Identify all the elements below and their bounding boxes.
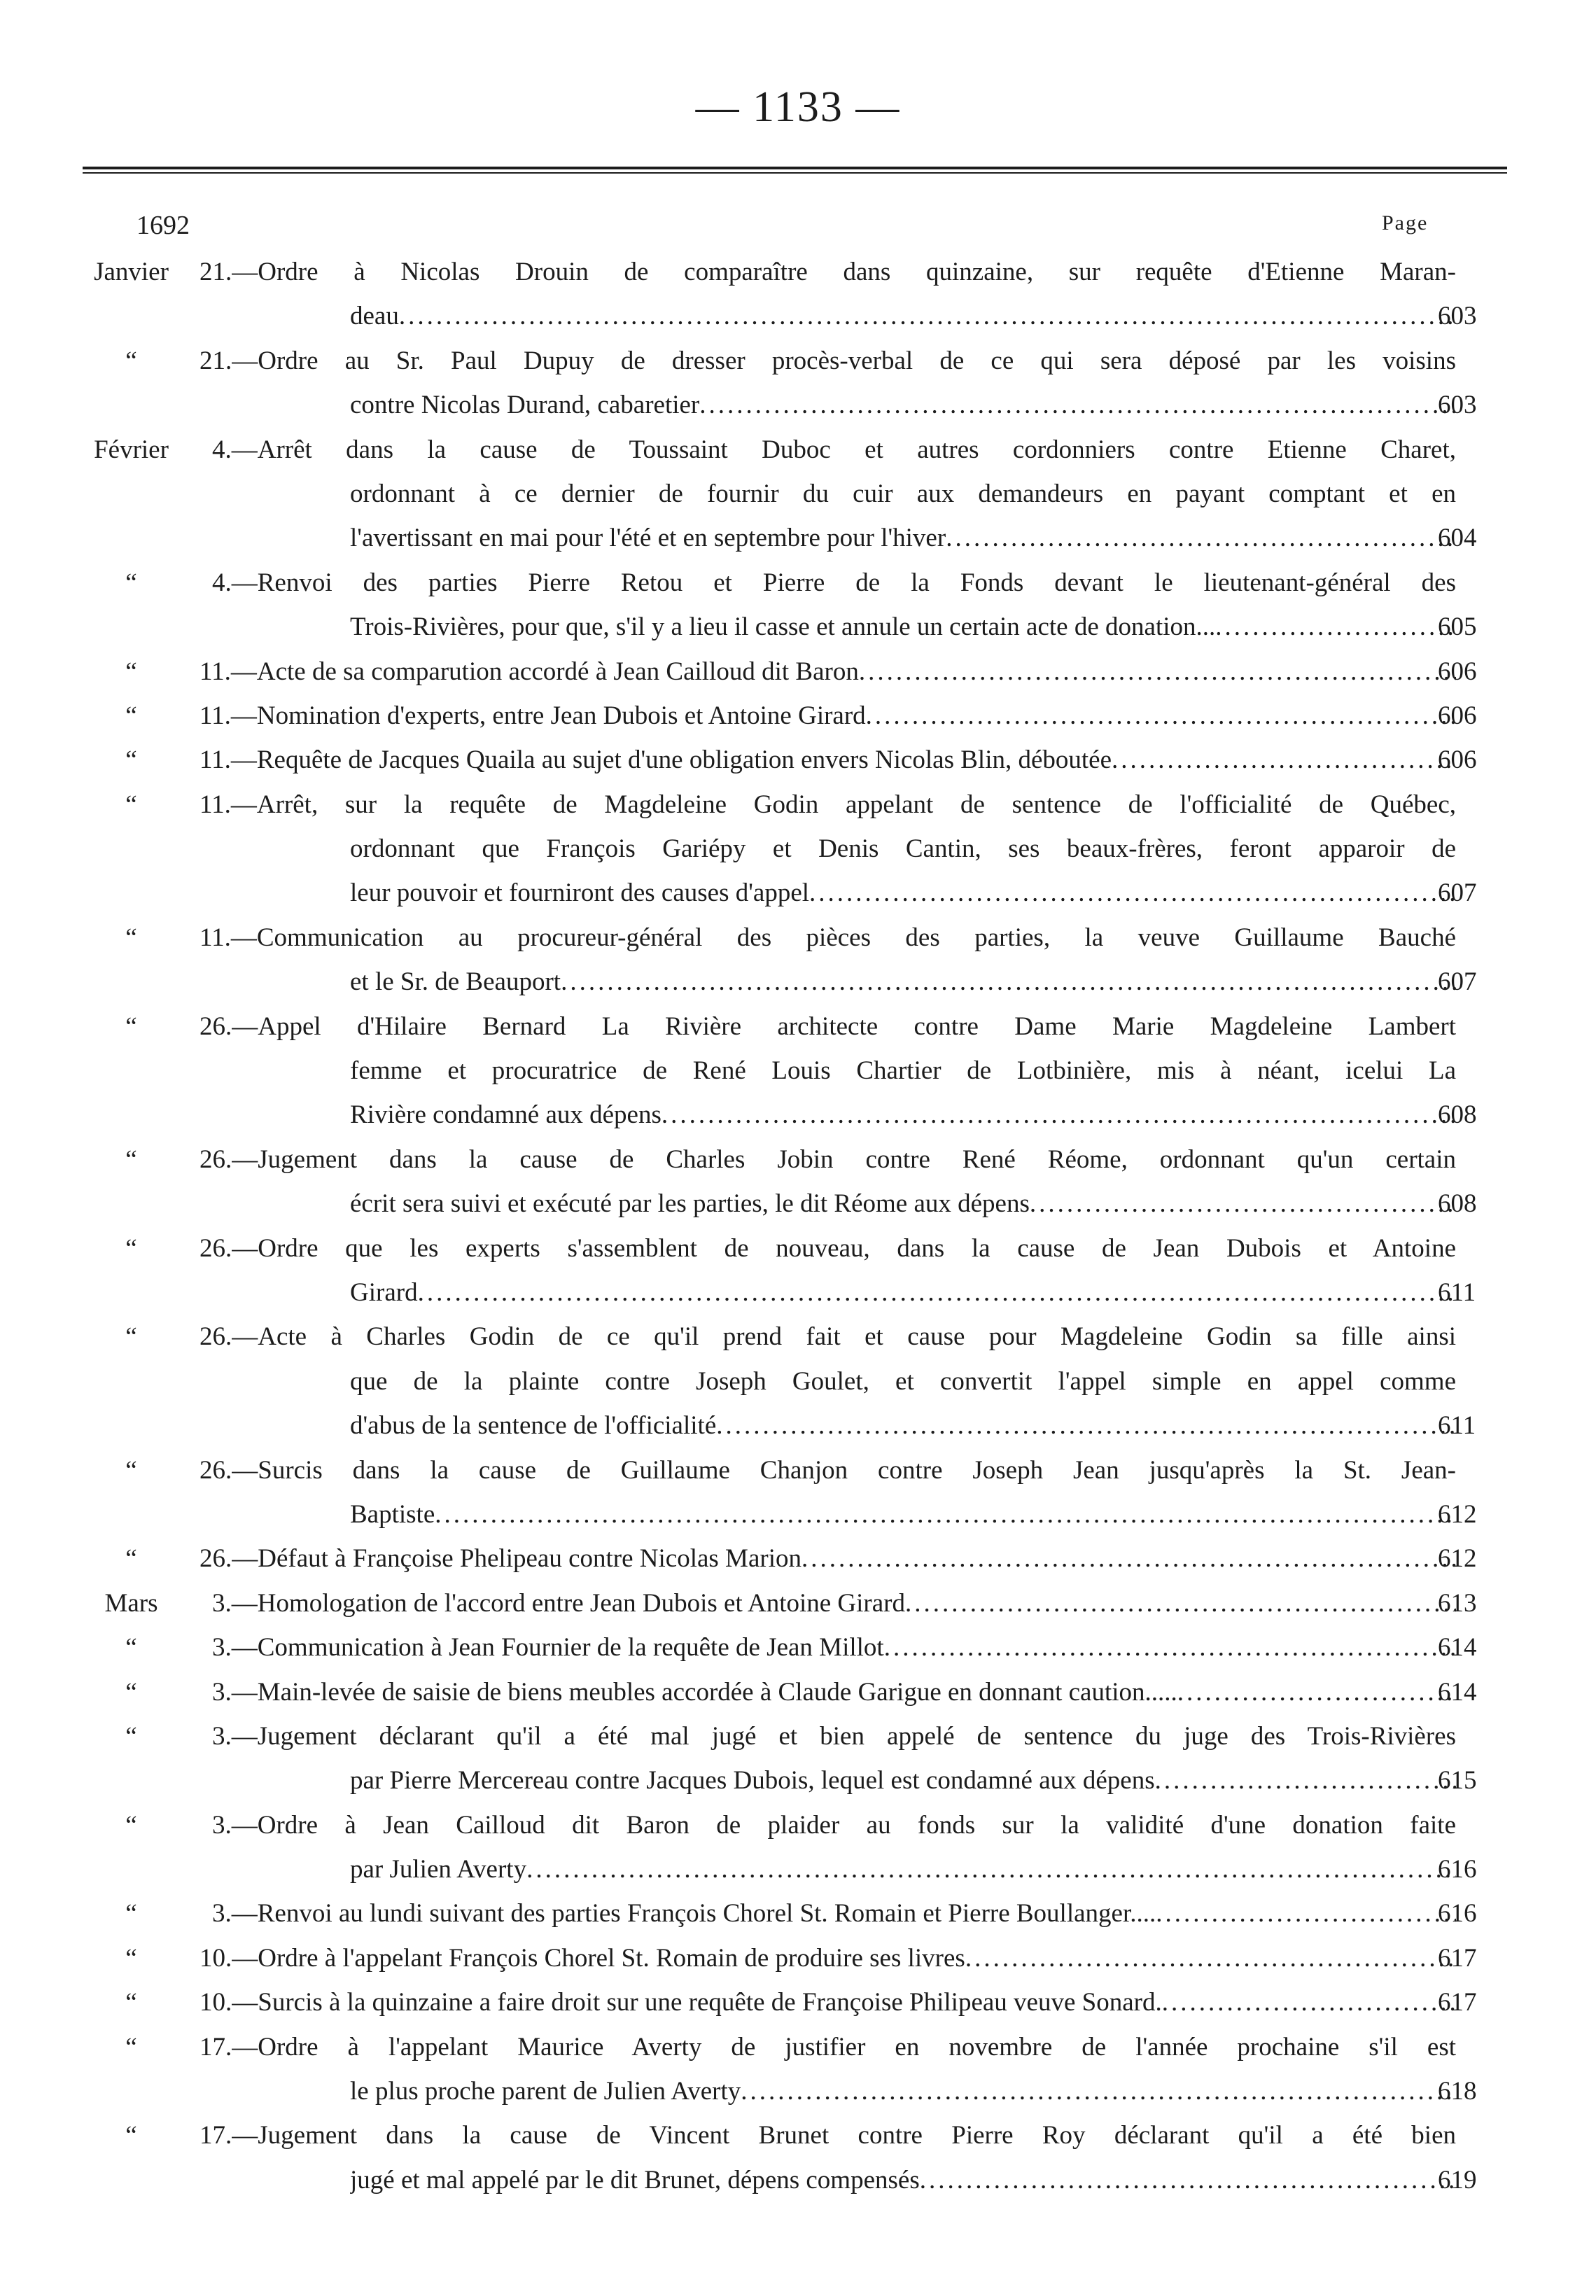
entry-month: “: [125, 1943, 137, 1973]
entry-text: 11.—Nomination d'experts, entre Jean Dubois et Antoine Girard: [200, 701, 866, 730]
page-reference: 613: [1438, 1588, 1477, 1618]
entry-text: 17.—Ordre à l'appelant Maurice Averty de justifier en novembre de l'année prochaine s'il est: [200, 2032, 1456, 2062]
index-entry: [0, 1536, 1596, 1581]
entry-month: “: [125, 746, 137, 775]
entry-month: “: [125, 1011, 137, 1041]
entry-text: 11.—Communication au procureur-général des pièces des parties, la veuve Guillaume Bauché: [200, 923, 1456, 952]
dot-leader: [809, 871, 1456, 915]
entry-month: “: [125, 1677, 137, 1707]
page-reference: 604: [1438, 524, 1477, 553]
dot-leader: [1155, 1758, 1456, 1802]
page-reference: 616: [1438, 1899, 1477, 1928]
page-reference: 608: [1438, 1189, 1477, 1219]
page-reference: 619: [1438, 2165, 1477, 2194]
entry-text: écrit sera suivi et exécuté par les parties, le dit Réome aux dépens: [350, 1189, 1030, 1219]
entry-text: par Julien Averty: [350, 1855, 527, 1884]
dot-leader: [526, 1847, 1456, 1891]
entry-text: 3.—Renvoi au lundi suivant des parties François Chorel St. Romain et Pierre Boullanger....: [212, 1899, 1156, 1928]
page-reference: 603: [1438, 391, 1477, 420]
dot-leader: [946, 516, 1456, 560]
index-entry: [0, 1891, 1596, 1935]
entry-month: “: [125, 346, 137, 375]
index-entry: [0, 561, 1596, 650]
header-rule-thin: [83, 172, 1507, 174]
entry-month: “: [125, 657, 137, 686]
entry-month: “: [125, 1633, 137, 1662]
entry-month: “: [125, 1233, 137, 1263]
index-entry: [0, 1980, 1596, 2024]
dot-leader: [884, 1625, 1456, 1670]
index-entry: [0, 650, 1596, 694]
entry-text: 26.—Jugement dans la cause de Charles Jobin contre René Réome, ordonnant qu'un certain: [200, 1144, 1456, 1174]
entry-text: 3.—Communication à Jean Fournier de la requête de Jean Millot: [212, 1633, 884, 1662]
index-entry: [0, 738, 1596, 782]
entry-text: 26.—Défaut à Françoise Phelipeau contre Nicolas Marion: [200, 1544, 802, 1574]
dot-leader: [435, 1492, 1456, 1536]
page-reference: 614: [1438, 1677, 1477, 1707]
entry-month: “: [125, 701, 137, 730]
entry-text: deau: [350, 302, 399, 331]
entry-month: Mars: [104, 1588, 158, 1618]
index-entry: [0, 1138, 1596, 1226]
entry-month: “: [125, 568, 137, 597]
dot-leader: [1215, 605, 1456, 649]
year-heading: 1692: [136, 211, 190, 240]
dot-leader: [741, 2069, 1456, 2113]
page-reference: 605: [1438, 612, 1477, 642]
page-reference: 614: [1438, 1633, 1477, 1662]
dot-leader: [418, 1270, 1456, 1315]
dot-leader: [399, 294, 1456, 338]
index-entry: [0, 1803, 1596, 1892]
entry-text: 10.—Surcis à la quinzaine a faire droit sur une requête de Françoise Philipeau veuve Sonard.: [200, 1988, 1162, 2017]
dot-leader: [561, 960, 1456, 1004]
index-entry: [0, 1448, 1596, 1537]
dot-leader: [905, 1581, 1456, 1625]
entry-month: “: [125, 2032, 137, 2062]
dot-leader: [699, 383, 1456, 427]
entry-text: 10.—Ordre à l'appelant François Chorel St. Romain de produire ses livres: [200, 1943, 965, 1973]
index-entry: [0, 1315, 1596, 1448]
entry-month: “: [125, 1810, 137, 1840]
index-entry: [0, 694, 1596, 738]
header-rule: [83, 167, 1507, 169]
entry-text: 26.—Ordre que les experts s'assemblent de nouveau, dans la cause de Jean Dubois et Antoine: [200, 1233, 1456, 1263]
page-reference: 617: [1438, 1943, 1477, 1973]
entry-text: le plus proche parent de Julien Averty: [350, 2077, 741, 2106]
page-reference: 603: [1438, 302, 1477, 331]
entry-text: 26.—Acte à Charles Godin de ce qu'il prend fait et cause pour Magdeleine Godin sa fille ainsi: [200, 1322, 1456, 1352]
entry-text: 11.—Arrêt, sur la requête de Magdeleine Godin appelant de sentence de l'officialité de Québec,: [200, 790, 1456, 819]
entry-text: par Pierre Mercereau contre Jacques Dubois, lequel est condamné aux dépens: [350, 1766, 1155, 1795]
entry-text: que de la plainte contre Joseph Goulet, et convertit l'appel simple en appel comme: [350, 1366, 1456, 1396]
dot-leader: [920, 2158, 1456, 2202]
entry-text: 21.—Ordre à Nicolas Drouin de comparaître dans quinzaine, sur requête d'Etienne Maran-: [200, 258, 1456, 286]
dot-leader: [1112, 738, 1456, 782]
dot-leader: [1030, 1182, 1456, 1226]
dot-leader: [866, 694, 1456, 738]
entry-text: 26.—Surcis dans la cause de Guillaume Chanjon contre Joseph Jean jusqu'après la St. Jean-: [200, 1455, 1456, 1485]
entry-text: 4.—Arrêt dans la cause de Toussaint Duboc et autres cordonniers contre Etienne Charet,: [212, 435, 1456, 464]
entry-month: “: [125, 923, 137, 952]
entry-text: Rivière condamné aux dépens: [350, 1100, 662, 1130]
page-reference: 608: [1438, 1100, 1477, 1130]
entry-month: Janvier: [94, 258, 169, 286]
entry-text: 11.—Requête de Jacques Quaila au sujet d'une obligation envers Nicolas Blin, déboutée: [200, 746, 1112, 775]
dot-leader: [1177, 1670, 1456, 1714]
index-entry: [0, 1714, 1596, 1803]
entry-text: 3.—Ordre à Jean Cailloud dit Baron de plaider au fonds sur la validité d'une donation faite: [212, 1810, 1456, 1840]
entry-text: 17.—Jugement dans la cause de Vincent Brunet contre Pierre Roy déclarant qu'il a été bien: [200, 2121, 1456, 2150]
index-entry: [0, 783, 1596, 916]
page-reference: 617: [1438, 1988, 1477, 2017]
page-reference: 606: [1438, 657, 1477, 686]
index-entry: [0, 428, 1596, 561]
entry-text: l'avertissant en mai pour l'été et en septembre pour l'hiver: [350, 524, 946, 553]
entry-text: femme et procuratrice de René Louis Chartier de Lotbinière, mis à néant, icelui La: [350, 1056, 1456, 1086]
page-reference: 607: [1438, 878, 1477, 908]
entry-text: 3.—Homologation de l'accord entre Jean Dubois et Antoine Girard: [212, 1588, 905, 1618]
entry-text: 21.—Ordre au Sr. Paul Dupuy de dresser procès-verbal de ce qui sera déposé par les voisins: [200, 346, 1456, 375]
entry-month: “: [125, 1988, 137, 2017]
page-reference: 611: [1438, 1411, 1476, 1441]
dot-leader: [859, 650, 1456, 694]
page-reference: 618: [1438, 2077, 1477, 2106]
dot-leader: [1162, 1980, 1456, 2024]
entry-text: et le Sr. de Beauport: [350, 967, 561, 997]
page-number: — 1133 —: [695, 83, 901, 131]
index-entry: [0, 2025, 1596, 2114]
index-entry: [0, 916, 1596, 1004]
entry-month: “: [125, 1544, 137, 1574]
index-entry: [0, 1670, 1596, 1714]
index-entries: [0, 250, 1596, 2202]
dot-leader: [802, 1536, 1456, 1581]
page-reference: 611: [1438, 1278, 1476, 1307]
dot-leader: [662, 1093, 1456, 1137]
entry-text: 4.—Renvoi des parties Pierre Retou et Pierre de la Fonds devant le lieutenant-général des: [212, 568, 1456, 597]
page-reference: 606: [1438, 746, 1477, 775]
page-reference: 616: [1438, 1855, 1477, 1884]
entry-month: “: [125, 2121, 137, 2150]
index-entry: [0, 339, 1596, 428]
entry-text: jugé et mal appelé par le dit Brunet, dépens compensés: [350, 2165, 920, 2194]
page-reference: 615: [1438, 1766, 1477, 1795]
entry-month: Février: [94, 435, 169, 464]
index-entry: [0, 1625, 1596, 1670]
entry-text: leur pouvoir et fourniront des causes d'appel: [350, 878, 810, 908]
index-entry: [0, 1581, 1596, 1625]
index-entry: [0, 250, 1596, 339]
page-reference: 612: [1438, 1499, 1477, 1529]
entry-month: “: [125, 790, 137, 819]
dot-leader: [1156, 1891, 1456, 1935]
dot-leader: [716, 1404, 1456, 1448]
entry-month: “: [125, 1322, 137, 1352]
entry-text: ordonnant que François Gariépy et Denis Cantin, ses beaux-frères, feront apparoir de: [350, 834, 1456, 864]
dot-leader: [965, 1936, 1456, 1980]
entry-month: “: [125, 1721, 137, 1751]
index-entry: [0, 2113, 1596, 2202]
entry-text: 26.—Appel d'Hilaire Bernard La Rivière architecte contre Dame Marie Magdeleine Lambert: [200, 1011, 1456, 1041]
index-entry: [0, 1226, 1596, 1315]
page-reference: 612: [1438, 1544, 1477, 1574]
entry-text: 3.—Main-levée de saisie de biens meubles accordée à Claude Garigue en donnant caution.....: [212, 1677, 1177, 1707]
index-entry: [0, 1936, 1596, 1980]
index-entry: [0, 1004, 1596, 1138]
entry-text: d'abus de la sentence de l'officialité: [350, 1411, 717, 1441]
entry-text: Baptiste: [350, 1499, 435, 1529]
page-reference: 607: [1438, 967, 1477, 997]
entry-text: contre Nicolas Durand, cabaretier: [350, 391, 700, 420]
page-column-label: Page: [1382, 211, 1429, 234]
entry-text: 3.—Jugement déclarant qu'il a été mal jugé et bien appelé de sentence du juge des Trois-Rivières: [212, 1721, 1456, 1751]
entry-text: ordonnant à ce dernier de fournir du cuir aux demandeurs en payant comptant et en: [350, 479, 1456, 508]
entry-month: “: [125, 1899, 137, 1928]
entry-month: “: [125, 1455, 137, 1485]
entry-month: “: [125, 1144, 137, 1174]
entry-text: Trois-Rivières, pour que, s'il y a lieu il casse et annule un certain acte de donation...: [350, 612, 1216, 642]
page-reference: 606: [1438, 701, 1477, 730]
entry-text: 11.—Acte de sa comparution accordé à Jean Cailloud dit Baron: [200, 657, 859, 686]
entry-text: Girard: [350, 1278, 418, 1307]
